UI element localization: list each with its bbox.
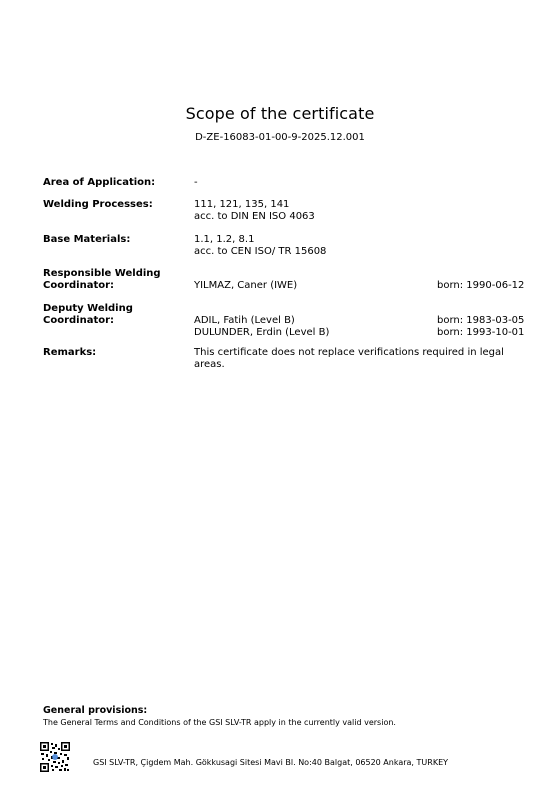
deputy-coordinator-label-line1: Deputy Welding bbox=[43, 303, 133, 314]
welding-processes-label: Welding Processes: bbox=[43, 199, 153, 210]
responsible-coordinator-value bbox=[194, 280, 524, 292]
remarks-label: Remarks: bbox=[43, 347, 97, 358]
qr-code-icon bbox=[40, 742, 70, 772]
area-of-application-row bbox=[43, 177, 523, 189]
welding-processes-value bbox=[194, 199, 524, 223]
footer-address: GSI SLV-TR, Çigdem Mah. Gökkusagi Sitesi Mavi Bl. No:40 Balgat, 06520 Ankara, TURKEY bbox=[93, 758, 449, 767]
deputy-coordinator-value bbox=[194, 315, 524, 339]
responsible-coordinator-label bbox=[43, 268, 188, 292]
responsible-coordinator-label-line2: Coordinator: bbox=[43, 280, 115, 291]
deputy-coordinator-entry bbox=[194, 327, 524, 339]
certificate-id: D-ZE-16083-01-00-9-2025.12.001 bbox=[195, 132, 365, 143]
general-provisions-text: The General Terms and Conditions of the GSI SLV-TR apply in the currently valid version. bbox=[43, 718, 396, 727]
deputy-coordinator-row bbox=[43, 303, 523, 339]
certificate-title: Scope of the certificate bbox=[185, 104, 375, 123]
area-of-application-label: Area of Application: bbox=[43, 177, 156, 188]
deputy-coordinator-name: ADIL, Fatih (Level B) bbox=[194, 315, 295, 326]
deputy-coordinator-entry bbox=[194, 315, 524, 327]
area-of-application-value: - bbox=[194, 177, 198, 188]
responsible-coordinator-row bbox=[43, 268, 523, 292]
deputy-coordinator-label-line2: Coordinator: bbox=[43, 315, 115, 326]
welding-processes-list: 111, 121, 135, 141 bbox=[194, 199, 290, 210]
base-materials-label: Base Materials: bbox=[43, 234, 131, 245]
responsible-coordinator-name: YILMAZ, Caner (IWE) bbox=[194, 280, 298, 291]
general-provisions-title: General provisions: bbox=[43, 705, 148, 716]
base-materials-value bbox=[194, 234, 524, 258]
responsible-coordinator-born: born: 1990-06-12 bbox=[437, 280, 525, 291]
deputy-coordinator-born: born: 1993-10-01 bbox=[437, 327, 525, 338]
deputy-coordinator-label bbox=[43, 303, 188, 327]
welding-processes-row bbox=[43, 199, 523, 223]
remarks-value: This certificate does not replace verifications required in legal areas. bbox=[194, 347, 504, 370]
base-materials-list: 1.1, 1.2, 8.1 bbox=[194, 234, 255, 245]
deputy-coordinator-born: born: 1983-03-05 bbox=[437, 315, 525, 326]
base-materials-standard: acc. to CEN ISO/ TR 15608 bbox=[194, 246, 327, 257]
welding-processes-standard: acc. to DIN EN ISO 4063 bbox=[194, 211, 315, 222]
base-materials-row bbox=[43, 234, 523, 258]
responsible-coordinator-label-line1: Responsible Welding bbox=[43, 268, 161, 279]
deputy-coordinator-name: DULUNDER, Erdin (Level B) bbox=[194, 327, 330, 338]
remarks-row bbox=[43, 347, 523, 371]
